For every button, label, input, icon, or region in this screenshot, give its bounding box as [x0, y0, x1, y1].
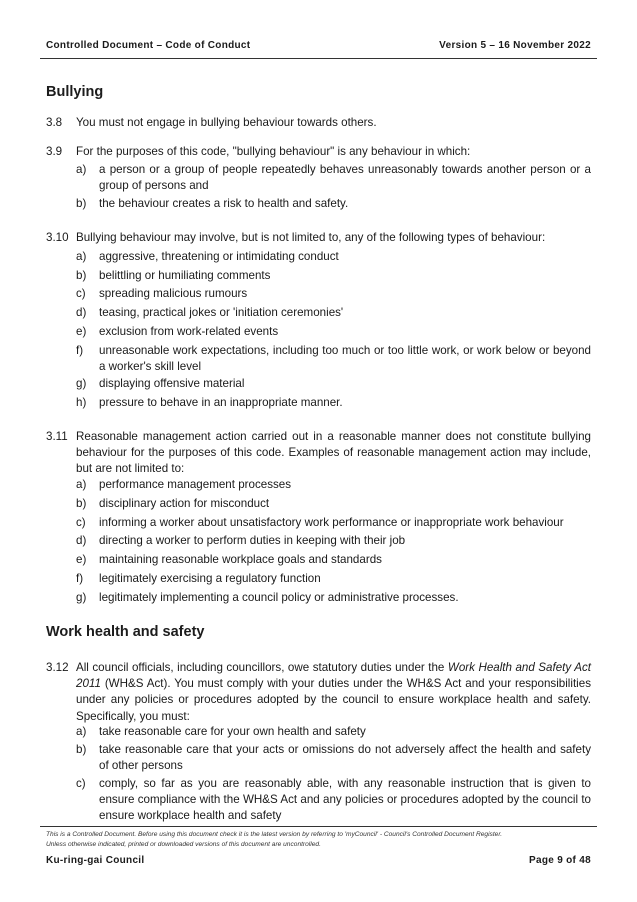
- list-item: [76, 742, 591, 774]
- list-item-letter: b): [76, 197, 87, 210]
- list-item-text: comply, so far as you are reasonably able, with any reasonable instruction that is given to ensure compliance with the WH&S Act and any policies or procedures adopted by the council to ensure workplace health and safety: [99, 777, 591, 823]
- clause-3-10: [46, 230, 591, 246]
- list-item: [76, 590, 591, 606]
- list-item-text: legitimately exercising a regulatory function: [99, 572, 321, 585]
- list-item-letter: d): [76, 306, 87, 319]
- list-item: [76, 196, 591, 212]
- list-item: [76, 477, 591, 493]
- list-item-text: belittling or humiliating comments: [99, 269, 271, 282]
- clause-text-rest: (WH&S Act). You must comply with your duties under the WH&S Act and your responsibilities under any policies or procedures adopted by the council to ensure workplace health and safety. Specifically, you must:: [76, 677, 591, 723]
- list-item-text: displaying offensive material: [99, 377, 245, 390]
- list-item: [76, 776, 591, 825]
- list-item: [76, 496, 591, 512]
- header-version: Version 5 – 16 November 2022: [439, 40, 591, 51]
- list-item-text: teasing, practical jokes or 'initiation ceremonies': [99, 306, 344, 319]
- clause-number: 3.11: [46, 430, 68, 443]
- list-item-letter: a): [76, 250, 87, 263]
- list-item: [76, 162, 591, 194]
- list-item: [76, 286, 591, 302]
- list-item-text: pressure to behave in an inappropriate manner.: [99, 396, 343, 409]
- list-item-letter: a): [76, 163, 87, 176]
- notice-line-1: This is a Controlled Document. Before using this document check it is the latest version by referring to 'myCouncil' - Council's Controlled Document Register.: [46, 831, 503, 838]
- list-item-text: a person or a group of people repeatedly behaves unreasonably towards another person or a group of persons and: [99, 163, 591, 193]
- list-item-text: disciplinary action for misconduct: [99, 497, 270, 510]
- list-item-letter: c): [76, 287, 86, 300]
- list-item-letter: e): [76, 553, 87, 566]
- footer-divider: [40, 826, 597, 827]
- list-item-text: spreading malicious rumours: [99, 287, 248, 300]
- list-item: [76, 395, 591, 411]
- list-item-letter: b): [76, 497, 87, 510]
- clause-text: You must not engage in bullying behaviour towards others.: [76, 116, 377, 129]
- page-footer: [46, 855, 591, 871]
- list-item-text: aggressive, threatening or intimidating conduct: [99, 250, 339, 263]
- list-item-letter: e): [76, 325, 87, 338]
- list-item-letter: g): [76, 591, 87, 604]
- clause-text: Reasonable management action carried out in a reasonable manner does not constitute bullying behaviour for the purposes of this code. Examples of reasonable management action may include, but are not limited to:: [76, 430, 591, 476]
- list-item-letter: f): [76, 344, 84, 357]
- clause-number: 3.9: [46, 145, 63, 158]
- list-item: [76, 268, 591, 284]
- list-item-text: maintaining reasonable workplace goals and standards: [99, 553, 382, 566]
- list-item-text: take reasonable care that your acts or omissions do not adversely affect the health and safety of other persons: [99, 743, 591, 773]
- list-item-letter: g): [76, 377, 87, 390]
- clause-text: For the purposes of this code, "bullying behaviour" is any behaviour in which:: [76, 145, 471, 158]
- clause-3-11: [46, 429, 591, 478]
- list-item: [76, 533, 591, 549]
- list-item-letter: a): [76, 725, 87, 738]
- controlled-document-notice: [46, 830, 591, 849]
- header-divider: [40, 58, 597, 59]
- list-item-letter: c): [76, 777, 86, 790]
- clause-text: [76, 660, 591, 725]
- list-item-letter: a): [76, 478, 87, 491]
- clause-3-12: [46, 660, 591, 725]
- section-heading-work-health-and-safety: Work health and safety: [46, 624, 205, 640]
- act-name: Work Health and Safety Act 2011: [76, 661, 592, 691]
- list-item: [76, 305, 591, 321]
- list-item: [76, 343, 591, 375]
- list-item-text: unreasonable work expectations, including too much or too little work, or work below or beyond a worker's skill level: [99, 344, 591, 374]
- list-item: [76, 724, 591, 740]
- list-item-letter: b): [76, 743, 87, 756]
- list-item-text: the behaviour creates a risk to health and safety.: [99, 197, 349, 210]
- list-item: [76, 515, 591, 531]
- list-item-text: performance management processes: [99, 478, 292, 491]
- list-item: [76, 571, 591, 587]
- list-item: [76, 376, 591, 392]
- footer-organisation: Ku-ring-gai Council: [46, 855, 145, 866]
- clause-text-start: All council officials, including councillors, owe statutory duties under the: [76, 661, 448, 674]
- notice-line-2: Unless otherwise indicated, printed or downloaded versions of this document are uncontrolled.: [46, 840, 321, 848]
- header-document-title: Controlled Document – Code of Conduct: [46, 40, 251, 51]
- page-header: [46, 40, 591, 58]
- list-item-letter: d): [76, 534, 87, 547]
- page-number: Page 9 of 48: [529, 855, 591, 866]
- list-item: [76, 249, 591, 265]
- list-item-text: take reasonable care for your own health and safety: [99, 725, 366, 738]
- clause-number: 3.10: [46, 231, 69, 244]
- list-item-letter: h): [76, 396, 87, 409]
- clause-3-8: [46, 115, 591, 131]
- list-item-letter: b): [76, 269, 87, 282]
- list-item-text: directing a worker to perform duties in keeping with their job: [99, 534, 406, 547]
- list-item-text: exclusion from work-related events: [99, 325, 279, 338]
- list-item-letter: c): [76, 516, 86, 529]
- section-heading-bullying: Bullying: [46, 84, 104, 100]
- clause-3-9: [46, 144, 591, 160]
- clause-number: 3.8: [46, 116, 63, 129]
- clause-text: Bullying behaviour may involve, but is not limited to, any of the following types of behaviour:: [76, 231, 546, 244]
- list-item-letter: f): [76, 572, 84, 585]
- list-item: [76, 552, 591, 568]
- list-item-text: legitimately implementing a council policy or administrative processes.: [99, 591, 459, 604]
- list-item-text: informing a worker about unsatisfactory work performance or inappropriate work behaviour: [99, 516, 564, 529]
- clause-number: 3.12: [46, 661, 69, 674]
- list-item: [76, 324, 591, 340]
